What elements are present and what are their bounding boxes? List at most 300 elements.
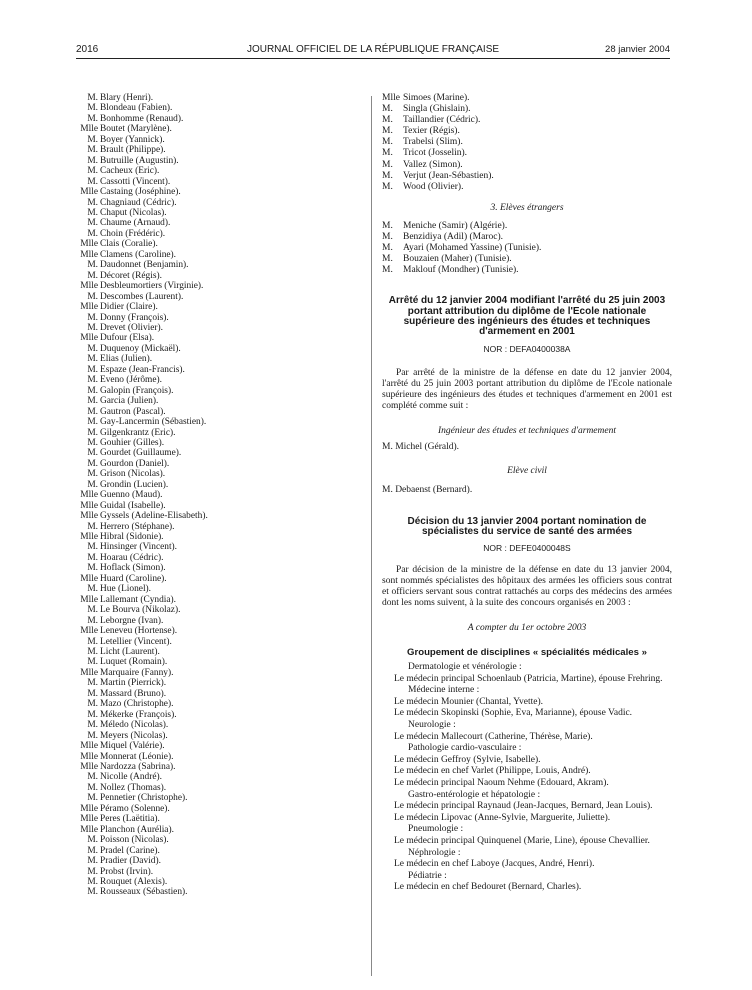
civility-title: M. [87, 176, 98, 187]
name-entry [78, 856, 318, 866]
name-entry [78, 124, 318, 134]
name-entry [78, 501, 318, 511]
civility-title: M. [87, 699, 98, 710]
person-name: Nardozza (Sabrina). [100, 762, 176, 772]
specialty-heading: Neurologie : [408, 720, 456, 731]
name-entry [78, 103, 318, 113]
civility-title: M. [87, 469, 98, 480]
civility-title: M. [87, 354, 98, 365]
person-name: Didier (Claire). [100, 302, 158, 313]
name-entry [78, 553, 318, 563]
name-entry [382, 221, 672, 232]
name-entry [78, 793, 318, 803]
civility-title: Mlle [80, 741, 98, 752]
civility-title: Mlle [80, 762, 98, 772]
physician-entry: Le médecin Skopinski (Sophie, Eva, Marianne), épouse Vadic. [394, 708, 633, 719]
person-name: Martin (Pierrick). [100, 678, 167, 689]
specialty-heading: Pneumologie : [408, 824, 464, 835]
physician-entry: Le médecin Geffroy (Sylvie, Isabelle). [394, 754, 541, 765]
name-entry [78, 469, 318, 479]
name-entry [382, 254, 672, 265]
person-name: Dufour (Elsa). [100, 333, 155, 344]
person-name: Le Bourva (Nikolaz). [100, 605, 181, 616]
arrete-name-michel: M. Michel (Gérald). [382, 441, 460, 452]
name-entry [78, 710, 318, 720]
person-name: Cassotti (Vincent). [100, 176, 171, 187]
civility-title: Mlle [80, 532, 98, 543]
civility-title: M. [87, 155, 98, 166]
civility-title: M. [87, 375, 98, 386]
person-name: Gautron (Pascal). [100, 406, 166, 417]
name-entry [78, 825, 318, 835]
name-entry [78, 804, 318, 814]
civility-title: M. [87, 542, 98, 553]
person-name: Lallemant (Cyndia). [100, 594, 177, 605]
person-name: Chaume (Arnaud). [100, 218, 171, 229]
civility-title: Mlle [80, 333, 98, 344]
person-name: Massard (Bruno). [100, 688, 167, 699]
name-entry [78, 428, 318, 438]
civility-title: M. [382, 104, 393, 115]
civility-title: M. [87, 521, 98, 532]
person-name: Benzidiya (Adil) (Maroc). [403, 231, 503, 242]
civility-title: M. [87, 417, 98, 428]
name-entry [78, 459, 318, 469]
civility-title: M. [87, 615, 98, 626]
civility-title: M. [87, 657, 98, 668]
civility-title: M. [87, 134, 98, 145]
arrete-nor: NOR : DEFA0400038A [483, 343, 571, 354]
name-entry [78, 323, 318, 333]
person-name: Rousseaux (Sébastien). [100, 887, 188, 898]
civility-title: Mlle [80, 187, 98, 198]
name-entry [78, 490, 318, 500]
name-entry [78, 135, 318, 145]
civility-title: M. [382, 243, 393, 254]
person-name: Vallez (Simon). [403, 159, 463, 170]
name-entry [78, 218, 318, 228]
person-name: Hoflack (Simon). [100, 563, 166, 574]
specialty-heading: Médecine interne : [408, 685, 480, 696]
decision-date-heading: A compter du 1er octobre 2003 [467, 623, 587, 634]
name-entry [78, 532, 318, 542]
name-entry [78, 522, 318, 532]
name-entry [78, 156, 318, 166]
person-name: Grison (Nicolas). [100, 469, 166, 480]
civility-title: Mlle [80, 302, 98, 313]
civility-title: M. [382, 126, 393, 137]
name-entry [78, 198, 318, 208]
name-entry [78, 887, 318, 897]
physician-entry: Le médecin Mounier (Chantal, Yvette). [394, 696, 544, 707]
person-name: Leneveu (Hortense). [100, 626, 178, 637]
person-name: Ayari (Mohamed Yassine) (Tunisie). [403, 243, 542, 254]
name-entry [78, 867, 318, 877]
physician-entry: Le médecin principal Quinquenel (Marie, Line), épouse Chevallier. [394, 836, 650, 846]
name-entry [78, 846, 318, 856]
civility-title: M. [87, 688, 98, 699]
name-entry [78, 657, 318, 667]
civility-title: M. [87, 552, 98, 563]
civility-title: Mlle [80, 626, 98, 637]
person-name: Singla (Ghislain). [403, 104, 471, 115]
name-entry [78, 448, 318, 458]
person-name: Leborgne (Ivan). [100, 615, 164, 626]
arrete-paragraph: Par arrêté de la ministre de la défense en date du 12 janvier 2004, l'arrêté du 25 juin 2003 portant attribution du diplôme de l'Ecole nationale supérieure des ingénieurs des études et techniques d'armement en 2001 est complété comme suit : [382, 367, 672, 411]
specialty-heading: Gastro-entérologie et hépatologie : [408, 789, 541, 800]
person-name: Poisson (Nicolas). [100, 835, 169, 846]
column-divider [371, 96, 372, 976]
name-entry [382, 104, 672, 115]
person-name: Choin (Frédéric). [100, 228, 166, 239]
name-entry [78, 313, 318, 323]
civility-title: M. [87, 584, 98, 595]
civility-title: M. [87, 207, 98, 218]
civility-title: M. [87, 93, 98, 103]
journal-title: JOURNAL OFFICIEL DE LA RÉPUBLIQUE FRANÇAISE [246, 44, 500, 55]
name-entry [78, 595, 318, 605]
name-entry [78, 292, 318, 302]
name-entry [78, 689, 318, 699]
civility-title: Mlle [80, 573, 98, 584]
physician-entry: Le médecin en chef Bedouret (Bernard, Charles). [394, 882, 582, 893]
specialty-heading: Pédiatrie : [408, 870, 447, 881]
decision-paragraph: Par décision de la ministre de la défense en date du 13 janvier 2004, sont nommés spécialistes des hôpitaux des armées les officiers sous contrat et officiers servant sous contrat rattachés au corps des médecins des armées dont les noms suivent, à la suite des concours organisés en 2003 : [382, 565, 672, 609]
civility-title: M. [87, 720, 98, 731]
name-entry [78, 250, 318, 260]
left-column-name-list [78, 93, 318, 898]
civility-title: M. [87, 835, 98, 846]
person-name: Méledo (Nicolas). [100, 720, 169, 731]
civility-title: M. [87, 887, 98, 898]
person-name: Blondeau (Fabien). [100, 103, 173, 114]
civility-title: M. [87, 113, 98, 124]
name-entry [78, 208, 318, 218]
person-name: Bonhomme (Renaud). [100, 113, 184, 124]
person-name: Grondin (Lucien). [100, 479, 169, 490]
person-name: Chaput (Nicolas). [100, 207, 167, 218]
person-name: Hinsinger (Vincent). [100, 542, 178, 553]
civility-title: M. [87, 563, 98, 574]
arrete-name-debaenst: M. Debaenst (Bernard). [382, 484, 473, 495]
civility-title: M. [87, 343, 98, 354]
person-name: Meyers (Nicolas). [100, 730, 168, 741]
name-entry [78, 239, 318, 249]
name-entry [78, 772, 318, 782]
person-name: Wood (Olivier). [403, 181, 464, 192]
specialty-heading: Dermatologie et vénérologie : [408, 662, 522, 673]
civility-title: Mlle [80, 124, 98, 135]
person-name: Trabelsi (Slim). [403, 137, 463, 148]
person-name: Blary (Henri). [100, 93, 154, 103]
civility-title: M. [87, 228, 98, 239]
civility-title: M. [87, 270, 98, 281]
person-name: Herrero (Stéphane). [100, 521, 175, 532]
name-entry [382, 243, 672, 254]
name-entry [382, 171, 672, 182]
civility-title: M. [87, 856, 98, 867]
name-entry [78, 783, 318, 793]
civility-title: M. [87, 291, 98, 302]
person-name: Licht (Laurent). [100, 647, 160, 658]
civility-title: Mlle [80, 249, 98, 260]
civility-title: M. [87, 396, 98, 407]
header-rule [76, 58, 670, 59]
person-name: Clais (Coralie). [100, 239, 158, 250]
civility-title: M. [87, 678, 98, 689]
physician-entry: Le médecin principal Raynaud (Jean-Jacques, Bernard, Jean Louis). [394, 801, 653, 812]
name-entry [78, 344, 318, 354]
person-name: Taillandier (Cédric). [403, 115, 481, 126]
civility-title: Mlle [80, 500, 98, 511]
name-entry [78, 637, 318, 647]
person-name: Mazo (Christophe). [100, 699, 174, 710]
person-name: Gyssels (Adeline-Elisabeth). [100, 511, 208, 522]
name-entry [78, 375, 318, 385]
civility-title: M. [382, 231, 393, 242]
civility-title: M. [87, 876, 98, 887]
person-name: Garcia (Julien). [100, 396, 159, 407]
civility-title: M. [87, 730, 98, 741]
name-entry [78, 668, 318, 678]
civility-title: M. [87, 709, 98, 720]
civility-title: M. [87, 458, 98, 469]
civility-title: M. [87, 145, 98, 156]
person-name: Maklouf (Mondher) (Tunisie). [403, 265, 519, 276]
person-name: Nollez (Thomas). [100, 782, 167, 793]
civility-title: M. [382, 159, 393, 170]
person-name: Tricot (Josselin). [403, 148, 468, 159]
person-name: Pennetier (Christophe). [100, 793, 188, 804]
person-name: Eveno (Jérôme). [100, 375, 162, 386]
name-entry [78, 333, 318, 343]
person-name: Gourdon (Daniel). [100, 458, 170, 469]
civility-title: Mlle [80, 594, 98, 605]
person-name: Miquel (Valérie). [100, 741, 165, 752]
person-name: Hoarau (Cédric). [100, 552, 164, 563]
name-entry [78, 720, 318, 730]
civility-title: M. [87, 103, 98, 114]
name-entry [78, 584, 318, 594]
civility-title: M. [87, 166, 98, 177]
person-name: Descombes (Laurent). [100, 291, 184, 302]
arrete-section-ingenieur: Ingénieur des études et techniques d'armement [438, 425, 616, 436]
name-entry [78, 365, 318, 375]
person-name: Guenno (Maud). [100, 490, 163, 501]
name-entry [78, 574, 318, 584]
person-name: Rouquet (Alexis). [100, 876, 168, 887]
person-name: Gouhier (Gilles). [100, 437, 165, 448]
name-entry [78, 114, 318, 124]
name-entry [382, 182, 672, 193]
civility-title: M. [87, 406, 98, 417]
person-name: Chagniaud (Cédric). [100, 197, 177, 208]
physician-entry: Le médecin en chef Laboye (Jacques, André, Henri). [394, 859, 595, 870]
name-entry [78, 835, 318, 845]
person-name: Boyer (Yannick). [100, 134, 165, 145]
civility-title: Mlle [80, 281, 98, 292]
civility-title: M. [87, 197, 98, 208]
civility-title: Mlle [80, 824, 98, 835]
name-entry [78, 271, 318, 281]
right-top-name-list [382, 93, 672, 193]
civility-title: M. [87, 427, 98, 438]
person-name: Drevet (Olivier). [100, 322, 163, 333]
civility-title: M. [87, 793, 98, 804]
name-entry [78, 166, 318, 176]
name-entry [382, 232, 672, 243]
person-name: Gay-Lancermin (Sébastien). [100, 417, 207, 428]
person-name: Espaze (Jean-Francis). [100, 364, 185, 375]
person-name: Simoes (Marine). [403, 93, 470, 103]
person-name: Huard (Caroline). [100, 573, 167, 584]
right-column [382, 93, 672, 894]
person-name: Duquenoy (Mickaël). [100, 343, 181, 354]
person-name: Cacheux (Eric). [100, 166, 160, 177]
civility-title: M. [87, 605, 98, 616]
person-name: Desbleumortiers (Virginie). [100, 281, 204, 292]
name-entry [78, 302, 318, 312]
name-entry [78, 563, 318, 573]
name-entry [78, 145, 318, 155]
civility-title: M. [87, 647, 98, 658]
name-entry [78, 511, 318, 521]
name-entry [78, 354, 318, 364]
arrete-title: Arrêté du 12 janvier 2004 modifiant l'arrêté du 25 juin 2003 portant attribution du diplôme de l'Ecole nationale supérieure des ingénieurs des études et techniques d'armement en 2001 [388, 295, 666, 338]
name-entry [78, 731, 318, 741]
person-name: Daudonnet (Benjamin). [100, 260, 189, 271]
person-name: Pradel (Carine). [100, 845, 160, 856]
name-entry [78, 877, 318, 887]
name-entry [78, 626, 318, 636]
name-entry [78, 678, 318, 688]
name-entry [78, 814, 318, 824]
civility-title: M. [382, 254, 393, 265]
name-entry [382, 160, 672, 171]
civility-title: M. [87, 448, 98, 459]
page-number: 2016 [76, 44, 99, 55]
section-heading-eleves-etrangers: 3. Elèves étrangers [490, 202, 564, 213]
decision-entries [382, 662, 672, 894]
civility-title: M. [87, 260, 98, 271]
person-name: Hue (Lionel). [100, 584, 152, 595]
civility-title: Mlle [80, 751, 98, 762]
person-name: Gourdet (Guillaume). [100, 448, 182, 459]
name-entry [78, 752, 318, 762]
name-entry [78, 438, 318, 448]
name-entry [78, 386, 318, 396]
civility-title: M. [87, 364, 98, 375]
person-name: Marquaire (Fanny). [100, 667, 174, 678]
person-name: Butruille (Augustin). [100, 155, 179, 166]
name-entry [78, 417, 318, 427]
person-name: Clamens (Caroline). [100, 249, 177, 260]
person-name: Luquet (Romain). [100, 657, 168, 668]
person-name: Mékerke (François). [100, 709, 177, 720]
person-name: Elias (Julien). [100, 354, 153, 365]
person-name: Planchon (Aurélia). [100, 824, 174, 835]
person-name: Donny (François). [100, 312, 169, 323]
physician-entry: Le médecin Mallecourt (Catherine, Thérèse, Marie). [394, 731, 593, 742]
civility-title: Mlle [382, 93, 400, 103]
name-entry [382, 126, 672, 137]
arrete-section-eleve-civil: Elève civil [507, 465, 547, 476]
name-entry [78, 741, 318, 751]
name-entry [78, 187, 318, 197]
civility-title: M. [87, 437, 98, 448]
civility-title: M. [87, 479, 98, 490]
civility-title: M. [87, 385, 98, 396]
person-name: Letellier (Vincent). [100, 636, 172, 647]
name-entry [78, 260, 318, 270]
specialty-heading: Néphrologie : [408, 847, 461, 858]
physician-entry: Le médecin principal Schoenlaub (Patricia, Martine), épouse Frehring. [394, 673, 663, 684]
civility-title: Mlle [80, 490, 98, 501]
civility-title: M. [382, 265, 393, 276]
civility-title: M. [87, 218, 98, 229]
name-entry [78, 605, 318, 615]
name-entry [78, 396, 318, 406]
person-name: Verjut (Jean-Sébastien). [403, 170, 494, 181]
physician-entry: Le médecin Lipovac (Anne-Sylvie, Marguerite, Juliette). [394, 812, 611, 823]
person-name: Péramo (Solenne). [100, 803, 170, 814]
decision-group-heading: Groupement de disciplines « spécialités médicales » [407, 647, 647, 659]
person-name: Galopin (François). [100, 385, 174, 396]
eleves-etrangers-list [382, 221, 672, 276]
person-name: Hibral (Sidonie). [100, 532, 164, 543]
civility-title: M. [87, 636, 98, 647]
specialty-heading: Pathologie cardio-vasculaire : [408, 743, 522, 754]
person-name: Décoret (Régis). [100, 270, 162, 281]
name-entry [78, 407, 318, 417]
person-name: Boutet (Marylène). [100, 124, 172, 135]
physician-entry: Le médecin en chef Varlet (Philippe, Louis, André). [394, 766, 591, 777]
civility-title: M. [382, 181, 393, 192]
person-name: Nicolle (André). [100, 772, 162, 783]
person-name: Castaing (Joséphine). [100, 187, 181, 198]
civility-title: M. [382, 148, 393, 159]
person-name: Peres (Laëtitia). [100, 814, 160, 825]
name-entry [78, 699, 318, 709]
name-entry [78, 480, 318, 490]
issue-date: 28 janvier 2004 [605, 44, 670, 55]
civility-title: M. [87, 782, 98, 793]
name-entry [78, 647, 318, 657]
civility-title: Mlle [80, 667, 98, 678]
name-entry [78, 281, 318, 291]
name-entry [78, 177, 318, 187]
decision-title: Décision du 13 janvier 2004 portant nomination de spécialistes du service de santé des armées [407, 515, 647, 537]
civility-title: M. [382, 115, 393, 126]
person-name: Meniche (Samir) (Algérie). [403, 220, 508, 231]
person-name: Gilgenkrantz (Eric). [100, 427, 176, 438]
name-entry [382, 115, 672, 126]
name-entry [78, 229, 318, 239]
person-name: Probst (Irvin). [100, 866, 154, 877]
civility-title: M. [87, 845, 98, 856]
civility-title: Mlle [80, 511, 98, 522]
name-entry [78, 542, 318, 552]
person-name: Texier (Régis). [403, 126, 460, 137]
civility-title: M. [87, 866, 98, 877]
name-entry [78, 762, 318, 772]
civility-title: M. [382, 137, 393, 148]
physician-entry: Le médecin principal Naoum Nehme (Edouard, Akram). [394, 778, 609, 789]
name-entry [382, 93, 672, 104]
name-entry [78, 616, 318, 626]
civility-title: Mlle [80, 239, 98, 250]
civility-title: Mlle [80, 803, 98, 814]
